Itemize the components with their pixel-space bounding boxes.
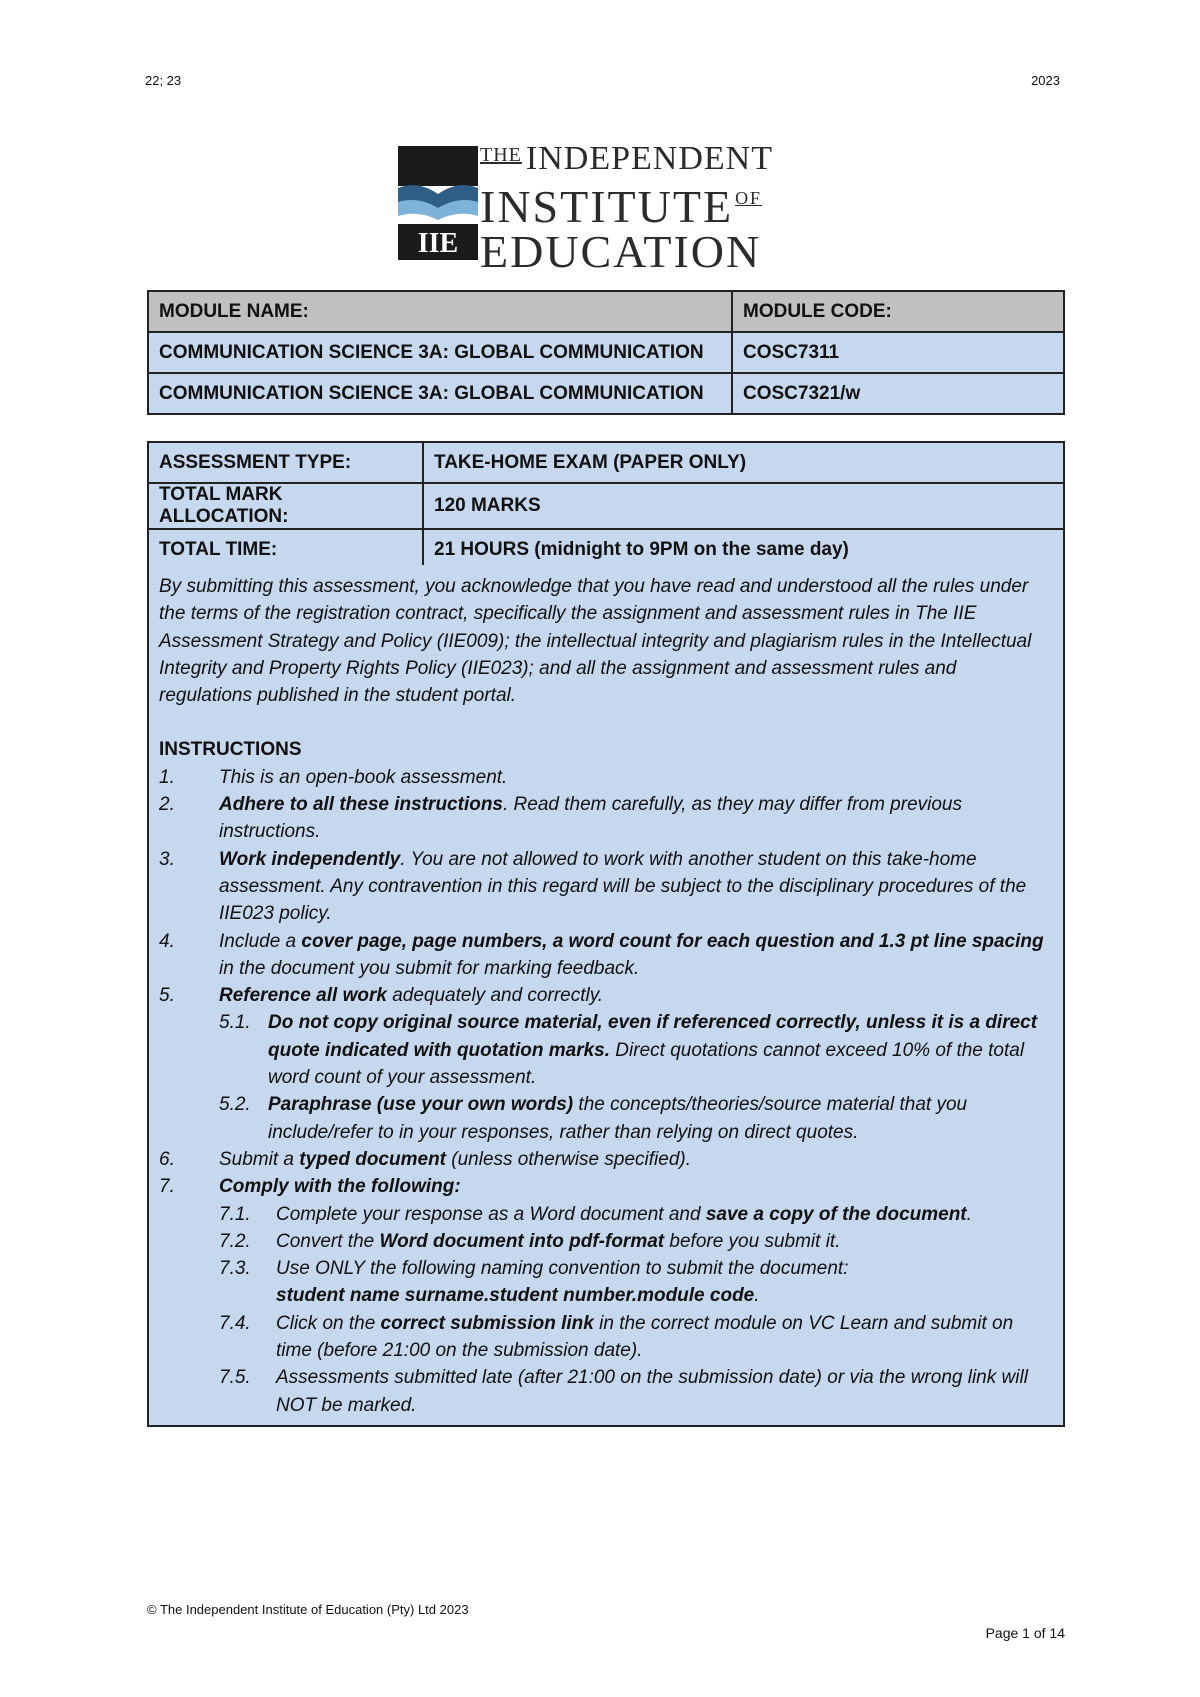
instructions-title: INSTRUCTIONS: [159, 739, 302, 761]
total-time-value: 21 HOURS (midnight to 9PM on the same day): [423, 529, 1064, 570]
logo-institute: INSTITUTE: [480, 181, 734, 232]
assessment-type-label: ASSESSMENT TYPE:: [148, 442, 423, 483]
module-code-cell: COSC7311: [732, 332, 1064, 373]
instruction-item: 2. Adhere to all these instructions. Read them carefully, as they may differ from previous instructions.: [159, 794, 962, 843]
module-name-cell: COMMUNICATION SCIENCE 3A: GLOBAL COMMUNICATION: [148, 373, 732, 414]
module-code-cell: COSC7321/w: [732, 373, 1064, 414]
instructions-box: [147, 565, 1065, 1427]
total-time-label: TOTAL TIME:: [148, 529, 423, 570]
footer-copyright: © The Independent Institute of Education (Pty) Ltd 2023: [147, 1602, 469, 1617]
module-name-cell: COMMUNICATION SCIENCE 3A: GLOBAL COMMUNICATION: [148, 332, 732, 373]
instruction-subitem: 5.1. Do not copy original source material, even if referenced correctly, unless it is a direct quote indicated with quotation marks. Direct quotations cannot exceed 10% of the total word count of your assessment.: [219, 1012, 1038, 1089]
total-marks-label: TOTAL MARK ALLOCATION:: [148, 483, 423, 529]
instruction-item: 1. This is an open-book assessment.: [159, 766, 508, 788]
module-table: [147, 290, 1065, 415]
instruction-item: 4. Include a cover page, page numbers, a word count for each question and 1.3 pt line spacing in the document you submit for marking feedback.: [159, 930, 1044, 979]
book-logo-icon: [398, 146, 478, 260]
instruction-subitem: 7.4. Click on the correct submission link in the correct module on VC Learn and submit on time (before 21:00 on the submission date).: [219, 1312, 1014, 1362]
instruction-subitem: 7.1. Complete your response as a Word document and save a copy of the document.: [219, 1203, 972, 1225]
acknowledgement-text: By submitting this assessment, you acknowledge that you have read and understood all the rules under the terms of the registration contract, specifically the assignment and assessment rules in The IIE Assessment Strategy and Policy (IIE009); the intellectual integrity and plagiarism rules in the Intellectual Integrity and Property Rights Policy (IIE023); and all the assignment and assessment rules and regulations published in the student portal.: [159, 576, 1032, 707]
assessment-type-value: TAKE-HOME EXAM (PAPER ONLY): [423, 442, 1064, 483]
logo-the: THE: [480, 144, 522, 166]
header-year: 2023: [1031, 73, 1060, 88]
logo-iie-text: IIE: [417, 228, 459, 259]
iie-logo: [398, 138, 818, 277]
total-marks-value: 120 MARKS: [423, 483, 1064, 529]
module-name-header: MODULE NAME:: [148, 291, 732, 332]
logo-education: EDUCATION: [480, 226, 762, 277]
page-number: Page 1 of 14: [985, 1625, 1065, 1641]
instruction-item: 7. Comply with the following:: [159, 1176, 461, 1198]
instruction-item: 3. Work independently. You are not allowed to work with another student on this take-home assessment. Any contravention in this regard will be subject to the disciplinary procedures of the IIE023 policy.: [159, 848, 1027, 925]
instruction-item: 6. Submit a typed document (unless otherwise specified).: [159, 1148, 691, 1170]
logo-independent: INDEPENDENT: [525, 140, 773, 177]
logo-of: OF: [735, 188, 763, 208]
module-code-header: MODULE CODE:: [732, 291, 1064, 332]
instruction-subitem: 7.3. Use ONLY the following naming convention to submit the document: student name surname.student number.module code.: [219, 1258, 849, 1307]
instruction-item: 5. Reference all work adequately and correctly.: [159, 985, 604, 1007]
assessment-table: [147, 441, 1065, 571]
instruction-subitem: 7.5. Assessments submitted late (after 21:00 on the submission date) or via the wrong link will NOT be marked.: [219, 1367, 1028, 1416]
header-date-codes: 22; 23: [145, 73, 182, 88]
instruction-subitem: 7.2. Convert the Word document into pdf-format before you submit it.: [219, 1230, 841, 1252]
instruction-subitem: 5.2. Paraphrase (use your own words) the concepts/theories/source material that you include/refer to in your responses, rather than relying on direct quotes.: [219, 1094, 968, 1143]
